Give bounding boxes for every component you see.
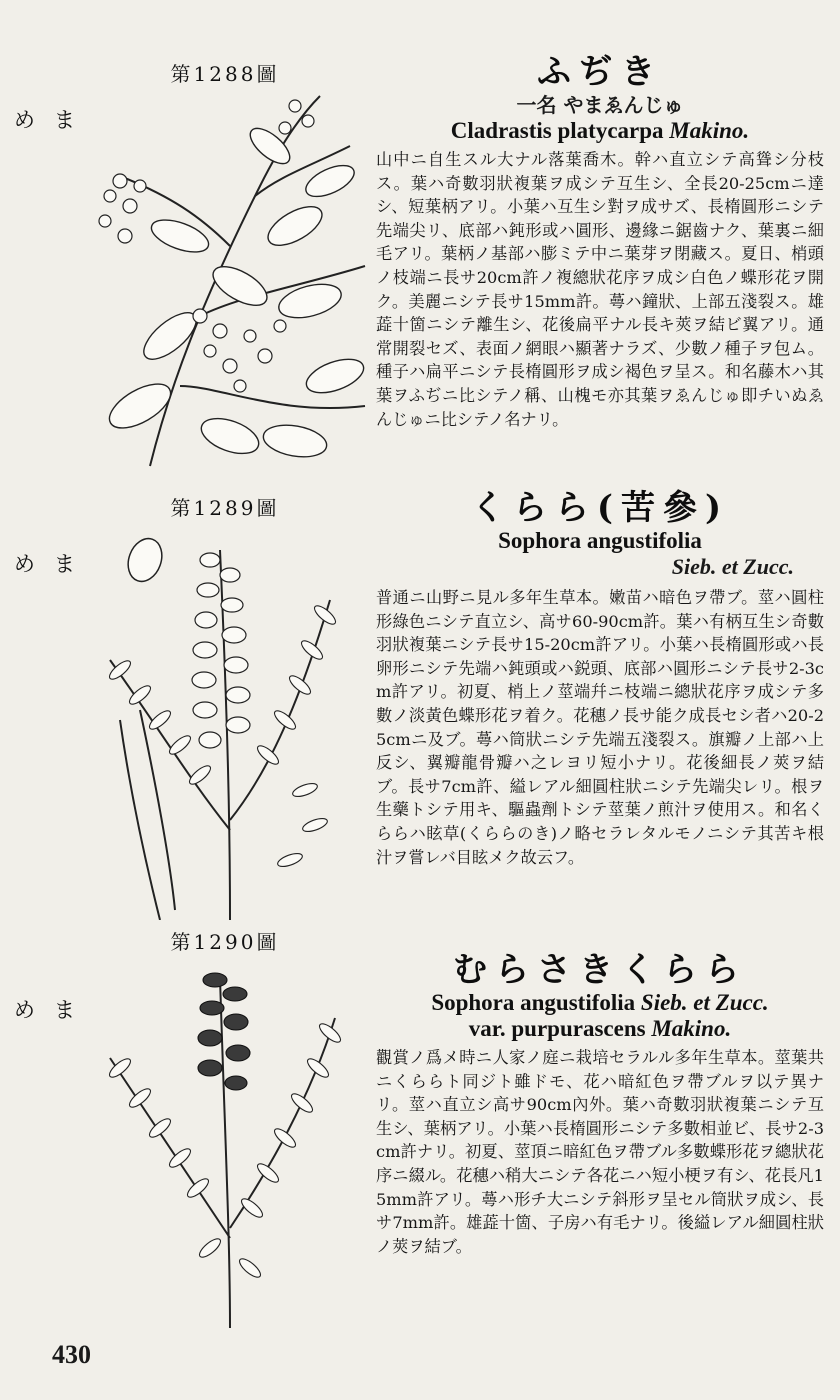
kurara-drawing: [80, 530, 360, 920]
plant-illustration-fujiki: [80, 86, 370, 468]
page-number: 430: [52, 1340, 91, 1369]
plant-illustration-kurara: [80, 530, 360, 920]
japanese-name: くらら(苦參): [470, 488, 730, 528]
genus-species: Cladrastis platycarpa: [450, 118, 664, 143]
scientific-author: Sieb. et Zucc.: [640, 990, 769, 1015]
description: 山中ニ自生スル大ナル落葉喬木。幹ハ直立シテ高聳シ分枝ス。葉ハ奇數羽狀複葉ヲ成シテ互生シ、全長20-25cmニ達シ、短葉柄アリ。小葉ハ互生シ對ヲ成サズ、長楕圓形ニシテ先端尖リ、底部ハ鈍形或ハ圓形、邊緣ニ鋸齒ナク、葉裏ニ細毛アリ。葉柄ノ基部ハ膨ミテ中ニ葉芽ヲ閉藏ス。夏日、梢頭ノ枝端ニ長サ20cm許ノ複總狀花序ヲ成シ白色ノ蝶形花ヲ開ク。美麗ニシテ長サ15mm許。蕚ハ鐘狀、上部五淺裂ス。雄蕋十箇ニシテ離生シ、花後扁平ナル長キ莢ヲ結ビ翼アリ。通常開裂セズ、表面ノ網眼ハ顯著ナラズ、少數ノ種子ヲ包ム。種子ハ扁平ニシテ長楕圓形ヲ成シ褐色ヲ呈ス。和名藤木ハ其葉ヲふぢニ比シテノ稱、山槐モ亦其葉ヲゑんじゅ即チいぬゑんじゅニ比シテノ名ナリ。: [376, 150, 824, 429]
japanese-name: ふぢき: [537, 52, 663, 92]
figure-label: 第1290圖: [170, 930, 280, 954]
entry-text: [376, 52, 824, 431]
japanese-name: むらさきくらら: [453, 950, 747, 990]
author: Makino.: [669, 118, 750, 143]
author: Makino.: [651, 1016, 732, 1041]
author: Sieb. et Zucc.: [671, 554, 794, 579]
scientific-name: [376, 990, 824, 1016]
family-label: まめ: [10, 108, 75, 130]
scientific-name: Sophora angustifolia: [498, 528, 702, 553]
figure-label: 第1288圖: [170, 62, 280, 86]
alternate-name: 一名 やまゑんじゅ: [516, 93, 684, 117]
description: 觀賞ノ爲メ時ニ人家ノ庭ニ栽培セラルル多年生草本。莖葉共ニくららト同ジト雖ドモ、花ハ暗紅色ヲ帶ブルヲ以テ異ナリ。莖ハ直立シ高サ90cm內外。葉ハ奇數羽狀複葉ニシテ互生シ、葉柄アリ。小葉ハ長楕圓形ニシテ多數相並ビ、長サ2-3cm許ナリ。初夏、莖頂ニ暗紅色ヲ帶ブル多數蝶形花ヲ總狀花序ニ綴ル。花穗ハ稍大ニシテ各花ニハ短小梗ヲ有シ、花長凡15mm許アリ。蕚ハ形チ大ニシテ斜形ヲ呈セル筒狀ヲ成シ、長サ7mm許。雄蕋十箇、子房ハ有毛ナリ。後縊レアル細圓柱狀ノ莢ヲ結ブ。: [376, 1048, 824, 1256]
plant-illustration-murasakikurara: [80, 958, 360, 1328]
family-label: まめ: [10, 998, 75, 1020]
variety-name: [376, 1016, 824, 1042]
variety: var. purpurascens: [468, 1016, 646, 1041]
scientific-name: [376, 118, 824, 144]
family-label: まめ: [10, 552, 75, 574]
genus-species: Sophora angustifolia: [431, 990, 636, 1015]
entry-text: [376, 488, 824, 869]
fujiki-drawing: [80, 86, 370, 468]
figure-label: 第1289圖: [170, 496, 280, 520]
description: 普通ニ山野ニ見ル多年生草本。嫩苗ハ暗色ヲ帶ブ。莖ハ圓柱形綠色ニシテ直立シ、高サ60-90cm許。葉ハ有柄互生シ奇數羽狀複葉ニシテ長サ15-20cm許アリ。小葉ハ長楕圓形或ハ長卵形ニシテ先端ハ鈍頭或ハ鋭頭、底部ハ圓形ニシテ長サ2-3cm許アリ。初夏、梢上ノ莖端幷ニ枝端ニ總狀花序ヲ成シテ多數ノ淡黃色蝶形花ヲ着ク。花穗ノ長サ能ク成長セシ者ハ20-25cmニ及ブ。蕚ハ筒狀ニシテ先端五淺裂ス。旗瓣ノ上部ハ上反シ、翼瓣龍骨瓣ハ之レヨリ短小ナリ。花後細長ノ莢ヲ結ブ。長サ7cm許、縊レアル細圓柱狀ニシテ先端尖レリ。根ヲ生藥トシテ用キ、驅蟲劑トシテ莖葉ノ煎汁ヲ使用ス。和名くららハ眩草(くららのき)ノ略セラレタルモノニシテ其苦キ根汁ヲ嘗レバ目眩メク故云フ。: [376, 588, 824, 867]
murasakikurara-drawing: [80, 958, 360, 1328]
entry-text: [376, 950, 824, 1258]
